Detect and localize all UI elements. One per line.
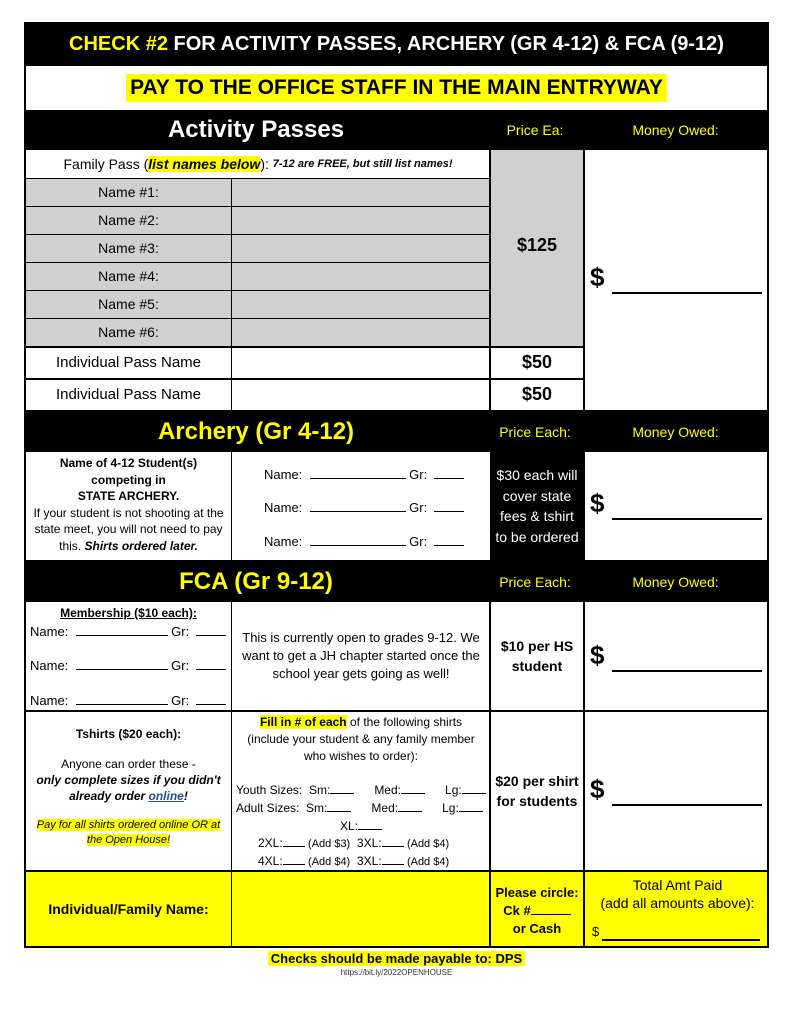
fca-name-label: Name: xyxy=(30,658,69,673)
payment-method[interactable] xyxy=(490,884,584,938)
payable-text: Checks should be made payable to: DPS xyxy=(268,951,525,966)
xxl-label: 2XL: xyxy=(258,836,283,850)
individual-price-2: $50 xyxy=(521,383,553,404)
archery-gr-label: Gr: xyxy=(409,500,428,515)
total-dollar: $ xyxy=(592,924,600,939)
fca-body xyxy=(24,602,769,872)
shirt-price: $20 per shirt for students xyxy=(495,773,579,809)
total-line xyxy=(602,939,760,941)
youth-med: Med: xyxy=(374,783,401,797)
xxxxl-add: (Add $4) xyxy=(308,856,351,868)
membership-label: Membership ($10 each): xyxy=(60,606,197,620)
archery-gr-label: Gr: xyxy=(409,534,428,549)
bang: ! xyxy=(183,789,188,803)
youth-lg: Lg: xyxy=(445,783,462,797)
adult-sm: Sm: xyxy=(306,801,328,815)
fca-title: FCA (Gr 9-12) xyxy=(179,568,333,595)
individual-label-1: Individual Pass Name xyxy=(55,353,202,371)
adult-sizes-row[interactable] xyxy=(236,800,483,815)
total-label: Total Amt Paid xyxy=(632,877,723,893)
url-note: https://bit.ly/2022OPENHOUSE xyxy=(340,967,453,977)
individual-label-2: Individual Pass Name xyxy=(55,385,202,403)
youth-sizes-row[interactable] xyxy=(236,782,486,797)
archery-name-label: Name: xyxy=(264,467,303,482)
individual-input-2[interactable] xyxy=(232,379,489,410)
youth-sm: Sm: xyxy=(308,783,331,797)
pay-to-band xyxy=(24,66,769,110)
archery-name-label: Name: xyxy=(264,534,303,549)
xxxl-add-2: (Add $4) xyxy=(406,856,450,868)
membership-owed-line xyxy=(612,670,762,672)
payable-note xyxy=(24,948,769,968)
archery-owed-field[interactable] xyxy=(590,488,765,522)
shirt-dollar: $ xyxy=(590,774,605,804)
activity-dollar: $ xyxy=(590,262,605,292)
archery-price-label: Price Each: xyxy=(499,424,571,440)
name-3-label: Name #3: xyxy=(98,240,159,256)
xxxxl-row[interactable] xyxy=(258,853,449,868)
header-check-text xyxy=(69,33,724,56)
name-input-2[interactable] xyxy=(232,207,489,234)
archery-desc-3: STATE ARCHERY. xyxy=(77,489,180,503)
archery-name-row-2[interactable] xyxy=(264,500,464,515)
adult-label: Adult Sizes: xyxy=(236,801,300,815)
xl-row[interactable] xyxy=(232,818,490,833)
tshirts-label: Tshirts ($20 each): xyxy=(75,727,182,741)
footer-row xyxy=(24,872,769,948)
archery-desc-1: Name of 4-12 Student(s) xyxy=(59,456,198,470)
please-circle: Please circle: xyxy=(495,885,579,900)
activity-price-label: Price Ea: xyxy=(506,122,564,138)
anyone-text: Anyone can order these - xyxy=(61,757,196,771)
archery-price: $30 each will cover state fees & tshirt to be ordered xyxy=(490,452,584,560)
activity-owed-label: Money Owed: xyxy=(632,122,719,138)
online-link[interactable]: online xyxy=(148,789,184,803)
adult-lg: Lg: xyxy=(442,801,459,815)
check-title: FOR ACTIVITY PASSES, ARCHERY (GR 4-12) & FCA (9-12) xyxy=(167,32,724,55)
archery-name-row-3[interactable] xyxy=(264,534,464,549)
xxl-row[interactable] xyxy=(258,835,449,850)
family-note: 7-12 are FREE, but still list names! xyxy=(272,158,453,170)
membership-owed-field[interactable] xyxy=(590,640,765,674)
fca-name-row-2[interactable] xyxy=(30,658,226,673)
family-pass-row xyxy=(26,150,490,178)
individual-price-1: $50 xyxy=(521,351,553,372)
fca-name-label: Name: xyxy=(30,624,69,639)
archery-desc-plain: If your student is not shooting at the state meet, you will not need to pay this. xyxy=(33,505,224,553)
archery-header xyxy=(24,412,769,452)
pay-to-text: PAY TO THE OFFICE STAFF IN THE MAIN ENTRYWAY xyxy=(126,74,667,102)
family-post: ): xyxy=(260,156,269,172)
archery-name-row-1[interactable] xyxy=(264,467,464,482)
name-input-3[interactable] xyxy=(232,235,489,262)
individual-input-1[interactable] xyxy=(232,347,489,378)
family-em: list names below xyxy=(148,156,261,172)
name-1-label: Name #1: xyxy=(98,184,159,200)
fca-name-label: Name: xyxy=(30,693,69,708)
complete-sizes: only complete sizes if you didn't already order xyxy=(36,773,221,803)
fca-owed-label: Money Owed: xyxy=(632,574,719,590)
xxxl-label: 3XL: xyxy=(356,836,382,850)
activity-owed-line xyxy=(612,292,762,294)
youth-label: Youth Sizes: xyxy=(236,783,303,797)
family-pre: Family Pass ( xyxy=(63,156,149,172)
family-name-label: Individual/Family Name: xyxy=(48,901,209,917)
name-input-4[interactable] xyxy=(232,263,489,290)
name-5-label: Name #5: xyxy=(98,296,159,312)
fill-em: Fill in # of each xyxy=(259,715,347,729)
xl-label: XL: xyxy=(339,819,358,833)
name-input-6[interactable] xyxy=(232,319,489,346)
name-2-label: Name #2: xyxy=(98,212,159,228)
shirt-owed-line xyxy=(612,804,762,806)
cash-label: or Cash xyxy=(512,921,562,936)
fca-gr-label: Gr: xyxy=(171,658,190,673)
fca-gr-label: Gr: xyxy=(171,693,190,708)
name-6-label: Name #6: xyxy=(98,324,159,340)
archery-desc-italic: Shirts ordered later. xyxy=(84,538,198,553)
membership-price: $10 per HS student xyxy=(500,638,574,674)
fca-header xyxy=(24,562,769,602)
fca-name-row-3[interactable] xyxy=(30,693,226,708)
check-number: CHECK #2 xyxy=(69,32,168,55)
shirt-owed-field[interactable] xyxy=(590,774,765,808)
tshirt-info xyxy=(26,716,231,848)
archery-title: Archery (Gr 4-12) xyxy=(157,418,355,445)
xxxl-label-2: 3XL: xyxy=(356,854,382,868)
archery-owed-line xyxy=(612,518,762,520)
total-paid xyxy=(584,876,771,912)
archery-owed-label: Money Owed: xyxy=(632,424,719,440)
family-name-input[interactable] xyxy=(232,872,489,946)
fca-info: This is currently open to grades 9-12. We want to get a JH chapter started once the school year gets going as well! xyxy=(242,630,480,681)
name-4-label: Name #4: xyxy=(98,268,159,284)
activity-header xyxy=(24,110,769,150)
activity-owed-field[interactable] xyxy=(590,262,765,296)
ck-label: Ck # xyxy=(503,903,531,918)
fca-gr-label: Gr: xyxy=(171,624,190,639)
archery-gr-label: Gr: xyxy=(409,467,428,482)
family-price: $125 xyxy=(516,234,558,255)
activity-body xyxy=(24,150,769,412)
membership-dollar: $ xyxy=(590,640,605,670)
name-input-5[interactable] xyxy=(232,291,489,318)
archery-desc-2: competing in xyxy=(91,472,166,487)
total-field[interactable] xyxy=(592,924,767,944)
archery-name-label: Name: xyxy=(264,500,303,515)
shirt-sizes xyxy=(232,714,490,765)
adult-med: Med: xyxy=(371,801,399,815)
pay-note: Pay for all shirts ordered online OR at the Open House! xyxy=(36,819,221,846)
header-check-band xyxy=(24,22,769,66)
activity-title: Activity Passes xyxy=(167,116,345,143)
fca-name-row-1[interactable] xyxy=(30,624,226,639)
archery-body xyxy=(24,452,769,562)
xxxl-add: (Add $4) xyxy=(406,838,450,850)
archery-dollar: $ xyxy=(590,488,605,518)
archery-desc xyxy=(26,455,231,554)
fca-price-label: Price Each: xyxy=(499,574,571,590)
xxl-add: (Add $3) xyxy=(308,838,351,850)
fill-rest: of the following shirts (include your student & any family member who wishes to order): xyxy=(247,715,475,763)
total-sub: (add all amounts above): xyxy=(600,895,755,911)
xxxxl-label: 4XL: xyxy=(258,854,283,868)
name-input-1[interactable] xyxy=(232,179,489,206)
